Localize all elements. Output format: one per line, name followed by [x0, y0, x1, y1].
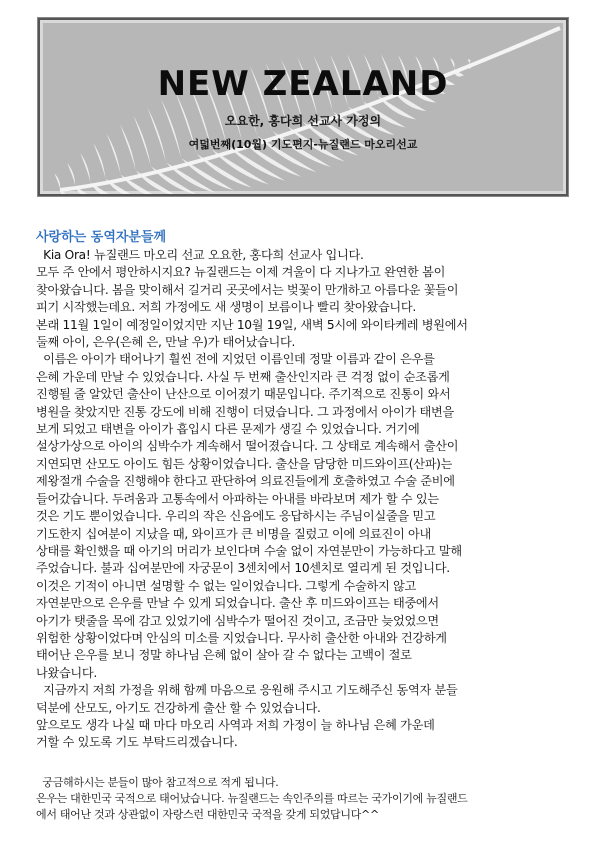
body-line: 위험한 상황이었다며 안심의 미소를 지었습니다. 무사히 출산한 아내와 건강하게 [36, 630, 447, 645]
body-line: 설상가상으로 아이의 심박수가 계속해서 떨어졌습니다. 그 상태로 계속해서 출산이 [36, 439, 459, 454]
body-text [36, 247, 568, 752]
fern-frond [80, 153, 90, 182]
body-line: 것은 기도 뿐이었습니다. 우리의 작은 신음에도 응답하시는 주님이실줄을 믿고 [36, 509, 436, 524]
body-line: 주었습니다. 불과 십여분만에 자궁문이 3센치에서 10센치로 열리게 된 것입니다. [36, 561, 450, 576]
body-line: 상태를 확인했을 때 아기의 머리가 보인다며 수술 없이 자연분만이 가능하다고 말해 [36, 543, 462, 558]
footnote [36, 775, 576, 823]
body-line: 제왕절개 수술을 진행해야 한다고 판단하여 의료진들에게 호출하였고 수술 준비에 [36, 474, 455, 489]
body-line: 덕분에 산모도, 아기도 건강하게 출산 할 수 있었습니다. [36, 700, 321, 715]
body-line: 태어난 은우를 보니 정말 하나님 은혜 없이 살아 갈 수 없다는 고백이 절로 [36, 648, 412, 663]
body-line: 둘째 아이, 은우(은혜 은, 만날 우)가 태어났습니다. [36, 335, 296, 350]
body-line: 나왔습니다. [36, 665, 97, 680]
body-line: 기도한지 십여분이 지났을 때, 와이프가 큰 비명을 질렀고 이에 의료진이 아내 [36, 526, 431, 541]
footnote-line: 궁금해하시는 분들이 많아 참고적으로 적게 됩니다. [36, 776, 279, 789]
footnote-line: 에서 태어난 것과 상관없이 자랑스런 대한민국 국적을 갖게 되었답니다^^ [36, 808, 379, 821]
body-line: 아기가 탯줄을 목에 감고 있었기에 심박수가 떨어진 것이고, 조금만 늦었었으면 [36, 613, 439, 628]
banner-subtitle-letter: 여덟번째(10월) 기도편지-뉴질랜드 마오리선교 [188, 138, 418, 151]
body-line: 지연되면 산모도 아이도 힘든 상황이었습니다. 출산을 담당한 미드와이프(산파)는 [36, 456, 453, 471]
body-line: 자연분만으로 은우를 만날 수 있게 되었습니다. 출산 후 미드와이프는 태중에서 [36, 596, 439, 611]
body-line: 보게 되었고 태변을 아이가 흡입시 다른 문제가 생길 수 있었습니다. 거기에 [36, 422, 420, 437]
body-line: 모두 주 안에서 평안하시지요? 뉴질랜드는 이제 겨울이 다 지나가고 완연한 봄이 [36, 265, 446, 280]
body-line: 찾아왔습니다. 봄을 맞이해서 길거리 곳곳에서는 벚꽃이 만개하고 아름다운 꽃들이 [36, 282, 459, 297]
body-line: 이것은 기적이 아니면 설명할 수 없는 일이었습니다. 그렇게 수술하지 않고 [36, 578, 416, 593]
body-line: 진행될 줄 알았던 출산이 난산으로 이어졌기 때문입니다. 주기적으로 진통이 와서 [36, 387, 451, 402]
body-line: 이름은 아이가 태어나기 훨씬 전에 지었던 이름인데 정말 이름과 같이 은우를 [36, 352, 435, 367]
banner [38, 18, 568, 196]
body-line: 들어갔습니다. 두려움과 고통속에서 아파하는 아내를 바라보며 제가 할 수 있는 [36, 491, 439, 506]
body-line: 은혜 가운데 만날 수 있었습니다. 사실 두 번째 출산인지라 큰 걱정 없이 순조롭게 [36, 369, 450, 384]
footnote-line: 은우는 대한민국 국적으로 태어났습니다. 뉴질랜드는 속인주의를 따르는 국가이기에 뉴질랜드 [36, 792, 468, 805]
body-line: 병원을 찾았지만 진통 강도에 비해 진행이 더뎠습니다. 그 과정에서 아이가 태변을 [36, 404, 454, 419]
body-line: 본래 11월 1일이 예정일이었지만 지난 10월 19일, 새벽 5시에 와이타케레 병원에서 [36, 317, 468, 332]
silver-fern-icon [40, 20, 566, 194]
banner-title: NEW ZEALAND [157, 64, 449, 104]
greeting: 사랑하는 동역자분들께 [36, 230, 167, 245]
fern-frond [54, 174, 60, 190]
body-line: 피기 시작했는데요. 저희 가정에도 새 생명이 보름이나 빨리 찾아왔습니다. [36, 300, 416, 315]
letter-body [36, 229, 568, 752]
fern-frond [67, 163, 75, 186]
body-line: 앞으로도 생각 나실 때 마다 마오리 사역과 저희 가정이 늘 하나님 은혜 가운데 [36, 717, 435, 732]
body-line: 지금까지 저희 가정을 위해 함께 마음으로 응원해 주시고 기도해주신 동역자 분들 [36, 683, 458, 698]
banner-subtitle: 오요한, 홍다희 선교사 가정의 [224, 114, 382, 128]
body-line: Kia Ora! 뉴질랜드 마오리 선교 오요한, 홍다희 선교사 입니다. [36, 248, 364, 262]
body-line: 거할 수 있도록 기도 부탁드리겠습니다. [36, 735, 238, 750]
